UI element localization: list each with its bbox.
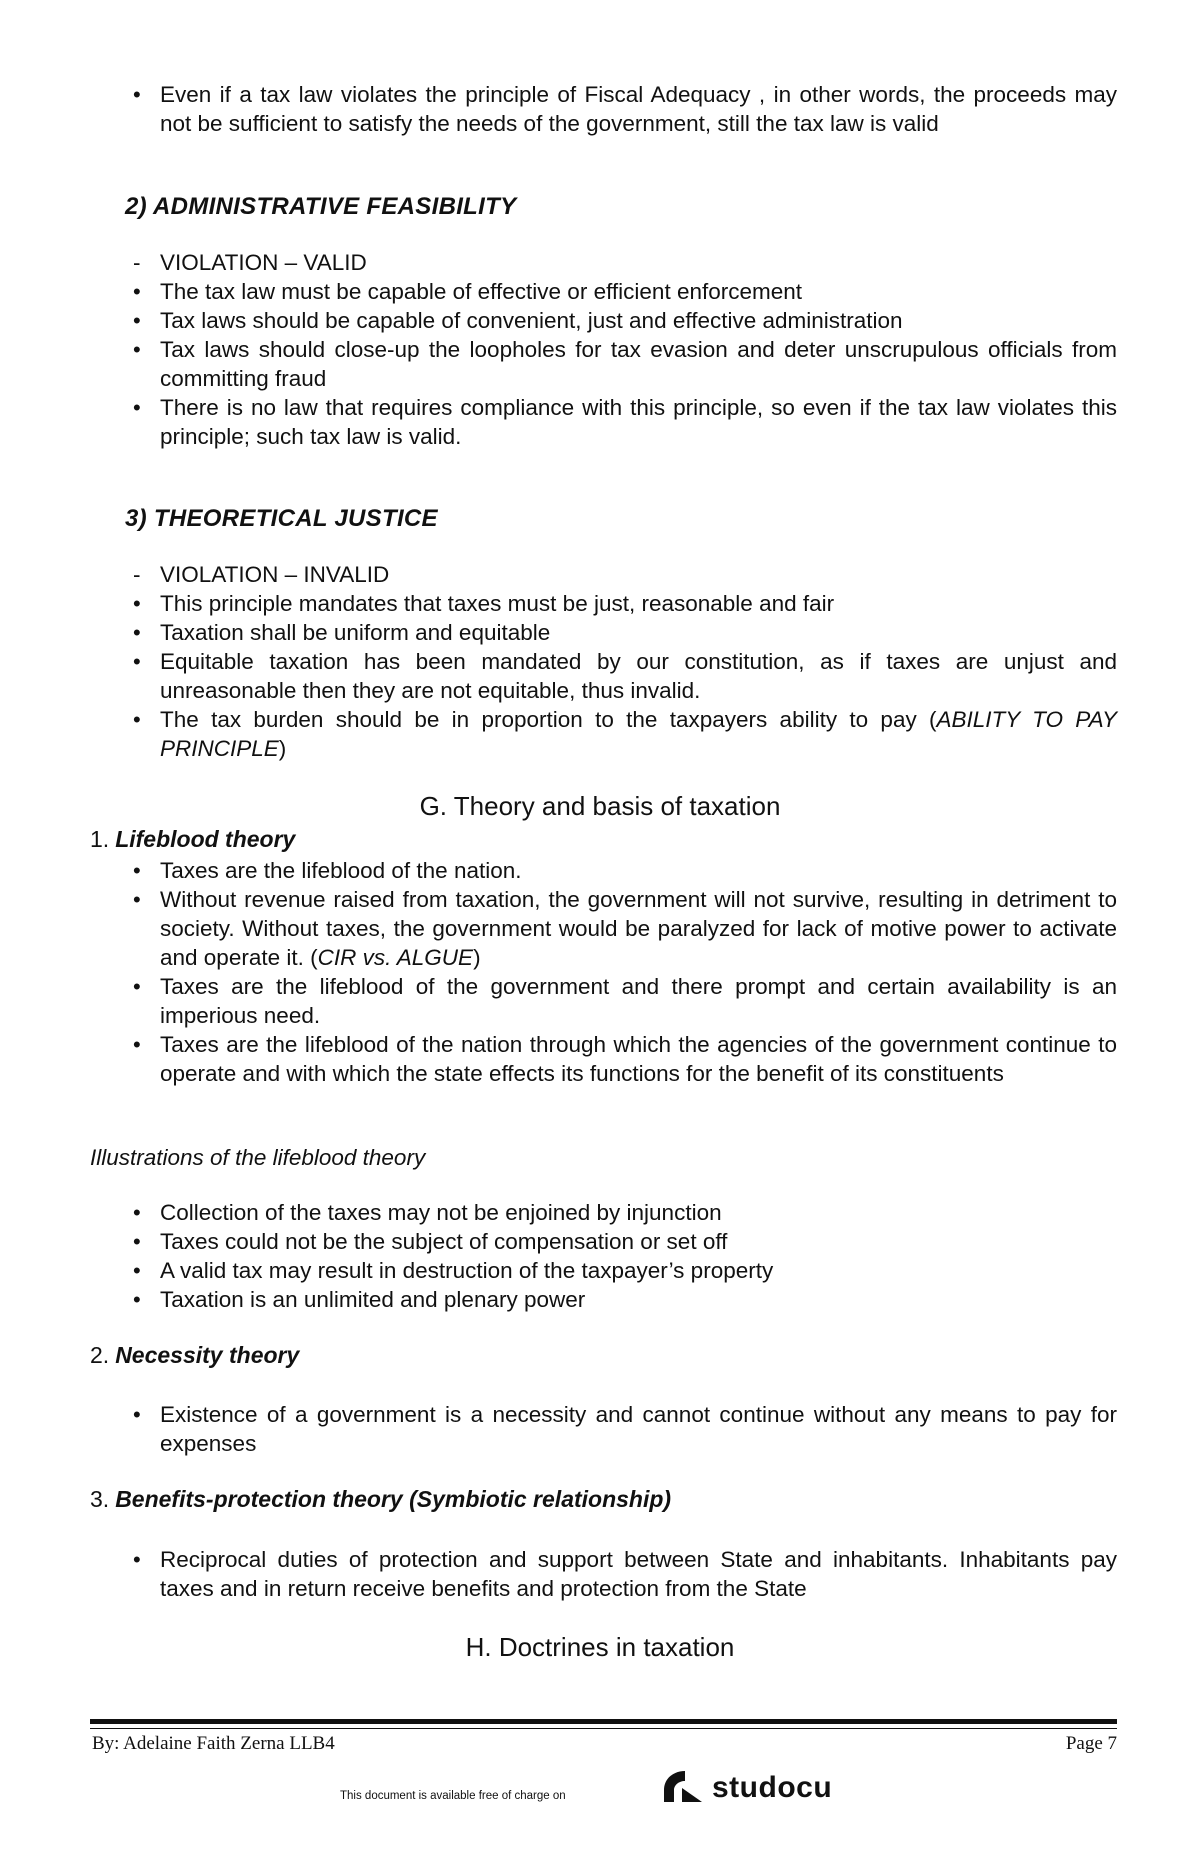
theory-number: 2. — [90, 1342, 110, 1368]
section-title-administrative-feasibility: 2) ADMINISTRATIVE FEASIBILITY — [125, 193, 517, 220]
list-item: • Reciprocal duties of protection and support between State and inhabitants. Inhabitants pay taxes and in return receive benefits and protection from the State — [160, 1545, 1117, 1603]
list-item: • Tax laws should close-up the loopholes for tax evasion and deter unscrupulous officials from committing fraud — [160, 335, 1117, 393]
theory-heading-benefits-protection — [90, 1486, 671, 1513]
list-item-text: Without revenue raised from taxation, the government will not survive, resulting in detriment to society. Without taxes, the government would be paralyzed for lack of motive power to activate and operate it. ( — [160, 887, 1117, 970]
list-item: • Existence of a government is a necessity and cannot continue without any means to pay for expenses — [160, 1400, 1117, 1458]
theory-title: Lifeblood theory — [115, 826, 296, 852]
studocu-logo-icon — [660, 1768, 706, 1808]
list-item: • Tax laws should be capable of convenient, just and effective administration — [160, 306, 1117, 335]
theory-number: 3. — [90, 1486, 110, 1512]
list-item: • Taxes could not be the subject of compensation or set off — [160, 1227, 1117, 1256]
studocu-wordmark: studocu — [712, 1771, 833, 1804]
list-item: • Taxes are the lifeblood of the nation. — [160, 856, 1117, 885]
bullet-fiscal-adequacy: • Even if a tax law violates the principle of Fiscal Adequacy , in other words, the proceeds may not be sufficient to satisfy the needs of the government, still the tax law is valid — [160, 80, 1117, 138]
theory-title: Benefits-protection theory (Symbiotic relationship) — [115, 1486, 672, 1512]
list-item: • A valid tax may result in destruction of the taxpayer’s property — [160, 1256, 1117, 1285]
list-item: • Taxes are the lifeblood of the government and there prompt and certain availability is an imperious need. — [160, 972, 1117, 1030]
list-item: • The tax law must be capable of effective or efficient enforcement — [160, 277, 1117, 306]
theory-title: Necessity theory — [115, 1342, 300, 1368]
list-item: • Collection of the taxes may not be enjoined by injunction — [160, 1198, 1117, 1227]
violation-valid: - VIOLATION – VALID — [160, 248, 1117, 277]
theory-number: 1. — [90, 826, 110, 852]
studocu-brand[interactable] — [660, 1768, 832, 1808]
list-item: • Taxes are the lifeblood of the nation through which the agencies of the government continue to operate and with which the state effects its functions for the benefit of its constituents — [160, 1030, 1117, 1088]
list-item-ability-to-pay — [160, 705, 1117, 763]
violation-invalid: - VIOLATION – INVALID — [160, 560, 1117, 589]
closing-paren: ) — [473, 945, 481, 970]
footer-divider-thin — [90, 1728, 1117, 1729]
theory-heading-lifeblood — [90, 826, 295, 853]
section-title-theoretical-justice: 3) THEORETICAL JUSTICE — [125, 505, 438, 532]
list-item: • Taxation is an unlimited and plenary power — [160, 1285, 1117, 1314]
footer-divider — [90, 1719, 1117, 1724]
list-item: • Equitable taxation has been mandated by our constitution, as if taxes are unjust and unreasonable then they are not equitable, thus invalid. — [160, 647, 1117, 705]
case-citation: CIR vs. ALGUE — [317, 945, 474, 970]
list-item: • This principle mandates that taxes must be just, reasonable and fair — [160, 589, 1117, 618]
footer-author: By: Adelaine Faith Zerna LLB4 — [92, 1733, 335, 1754]
list-item-cir-algue — [160, 885, 1117, 972]
footer-page-number: Page 7 — [1065, 1733, 1117, 1754]
heading-doctrines: H. Doctrines in taxation — [465, 1632, 735, 1662]
list-item-text: The tax burden should be in proportion to the taxpayers ability to pay ( — [160, 707, 937, 732]
list-item: • Taxation shall be uniform and equitable — [160, 618, 1117, 647]
closing-paren: ) — [278, 736, 287, 761]
availability-note: This document is available free of charge on — [340, 1790, 566, 1802]
illustrations-title: Illustrations of the lifeblood theory — [90, 1145, 426, 1170]
heading-theory-and-basis: G. Theory and basis of taxation — [419, 791, 781, 821]
ability-to-pay-principle: ABILITY TO PAY PRINCIPLE — [160, 707, 1117, 761]
theory-heading-necessity — [90, 1342, 299, 1369]
list-item: • There is no law that requires compliance with this principle, so even if the tax law violates this principle; such tax law is valid. — [160, 393, 1117, 451]
